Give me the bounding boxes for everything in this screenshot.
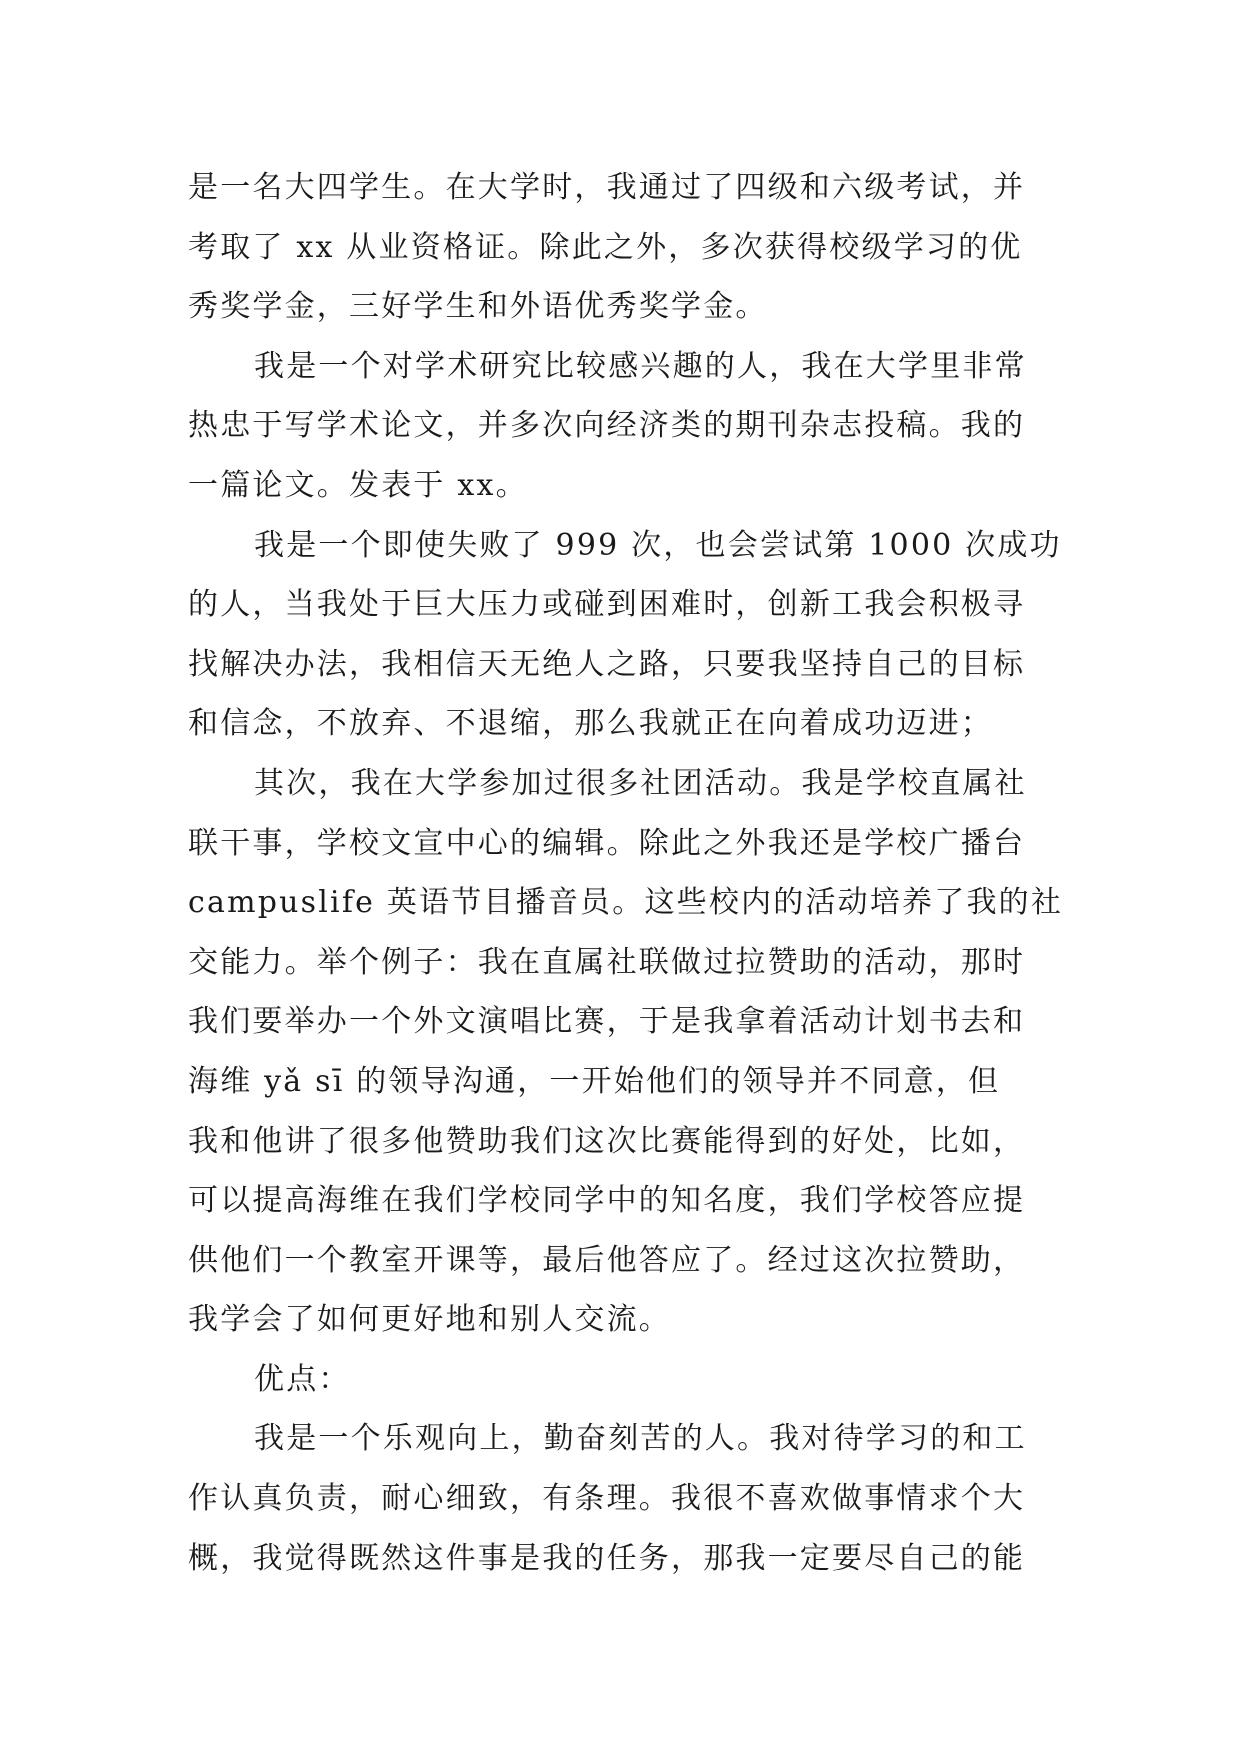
- text-line: campuslife 英语节目播音员。这些校内的活动培养了我的社: [188, 885, 1064, 921]
- text-line: 交能力。举个例子：我在直属社联做过拉赞助的活动，那时: [188, 944, 1026, 980]
- text-line: 我们要举办一个外文演唱比赛，于是我拿着活动计划书去和: [188, 1004, 1026, 1040]
- text-line: 我学会了如何更好地和别人交流。: [188, 1302, 671, 1338]
- text-line: 和信念，不放弃、不退缩，那么我就正在向着成功迈进；: [188, 706, 993, 742]
- text-line: 考取了 xx 从业资格证。除此之外，多次获得校级学习的优: [188, 229, 1023, 265]
- section-heading: 优点：: [254, 1361, 351, 1397]
- text-line: 是一名大四学生。在大学时，我通过了四级和六级考试，并: [188, 170, 1026, 205]
- text-line: 找解决办法，我相信天无绝人之路，只要我坚持自己的目标: [188, 646, 1026, 682]
- text-line: 作认真负责，耐心细致，有条理。我很不喜欢做事情求个大: [188, 1481, 1026, 1517]
- text-line: 海维 yǎ sī 的领导沟通，一开始他们的领导并不同意，但: [188, 1063, 1001, 1099]
- paragraph-start-line: 我是一个即使失败了 999 次，也会尝试第 1000 次成功: [254, 527, 1062, 563]
- text-line: 我和他讲了很多他赞助我们这次比赛能得到的好处，比如，: [188, 1123, 1026, 1159]
- text-line: 热忠于写学术论文，并多次向经济类的期刊杂志投稿。我的: [188, 408, 1026, 444]
- paragraph-start-line: 其次，我在大学参加过很多社团活动。我是学校直属社: [254, 765, 1027, 801]
- text-line: 供他们一个教室开课等，最后他答应了。经过这次拉赞助，: [188, 1242, 1026, 1278]
- text-line: 秀奖学金，三好学生和外语优秀奖学金。: [188, 289, 768, 325]
- text-line: 的人，当我处于巨大压力或碰到困难时，创新工我会积极寻: [188, 587, 1026, 623]
- text-line: 一篇论文。发表于 xx。: [188, 467, 528, 503]
- paragraph-start-line: 我是一个乐观向上，勤奋刻苦的人。我对待学习的和工: [254, 1421, 1027, 1457]
- text-line: 联干事，学校文宣中心的编辑。除此之外我还是学校广播台: [188, 825, 1026, 861]
- document-body: [188, 158, 1064, 1588]
- text-line: 概，我觉得既然这件事是我的任务，那我一定要尽自己的能: [188, 1540, 1026, 1576]
- paragraph-start-line: 我是一个对学术研究比较感兴趣的人，我在大学里非常: [254, 348, 1027, 384]
- text-line: 可以提高海维在我们学校同学中的知名度，我们学校答应提: [188, 1183, 1026, 1219]
